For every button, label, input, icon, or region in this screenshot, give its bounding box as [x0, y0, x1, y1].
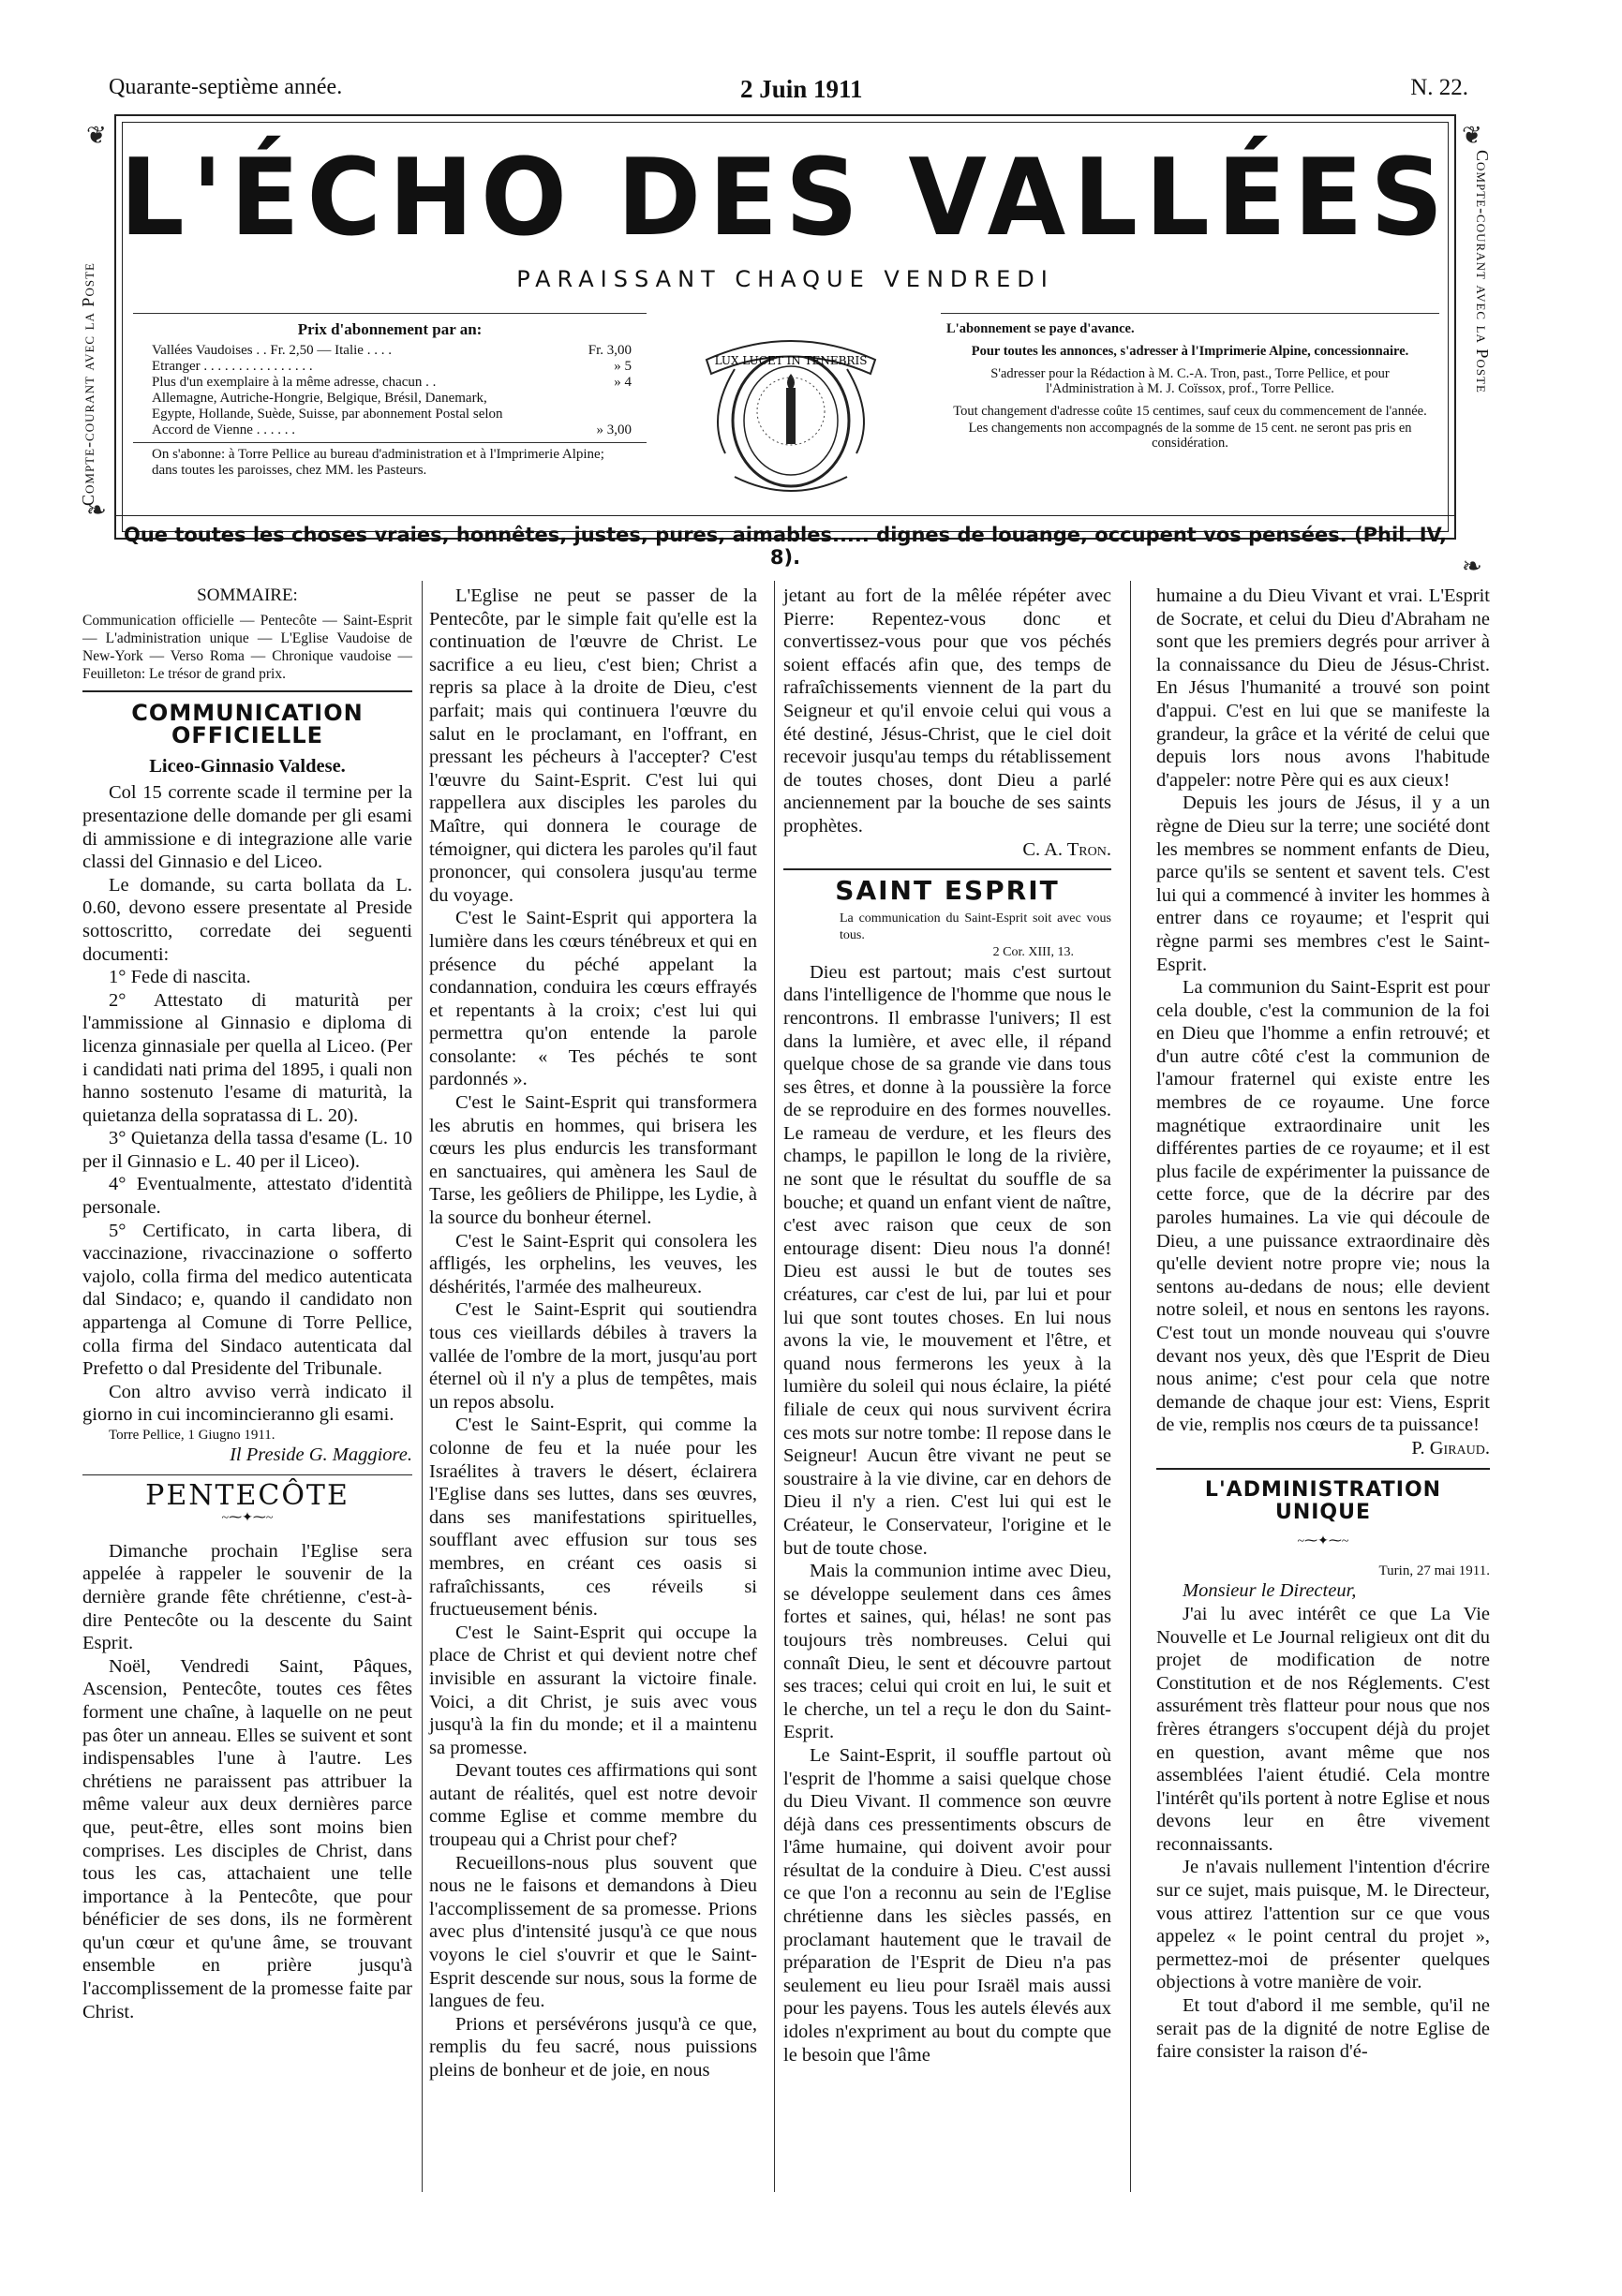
info-line: Tout changement d'adresse coûte 15 centimes, sauf ceux du commencement de l'année. — [953, 404, 1427, 419]
flourish-icon: ~⁓✦⁓~ — [221, 1511, 274, 1526]
column-4 — [1156, 585, 1490, 2064]
flourish-icon: ~⁓✦⁓~ — [1297, 1533, 1349, 1548]
sommaire-heading: SOMMAIRE: — [197, 585, 298, 605]
price-row: Plus d'un exemplaire à la même adresse, chacun . . » 4 — [152, 375, 632, 390]
issue-number: N. 22. — [1410, 75, 1468, 100]
administration-paragraph: J'ai lu avec intérêt ce que La Vie Nouvelle et Le Journal religieux ont dit du projet de modification de notre Constitution et de nos Réglements. C'est assurément très flatteur pour nous que nos frères étrangers s'occupent déjà du projet en question, avant même que nos assemblées l'aient étudié. Cela montre l'intérêt qu'ils portent à notre Eglise et nous devons leur en être vivement reconnaissants. — [1156, 1603, 1490, 1855]
saint-esprit-paragraph: Dieu est partout; mais c'est surtout dans l'intelligence de l'homme que nous le rencontrons. Il embrasse l'univers; Il est dans la lumière, et avec elle, il répand quelque chose de sa grande vie dans tous ses êtres, et donne à la poussière la force de se reproduire en des formes nouvelles. Le rameau de verdure, et les fleurs des champs, le papillon le long de la rivière, ne sont que le résultat du souffle de sa bouche; et quand un enfant vient de naître, c'est avec raison que ceux de son entourage disent: Dieu nous l'a donné! Dieu est aussi le but de toutes ses créatures, car c'est de lui, par lui et pour lui que sont toutes choses. En lui nous avons la vie, le mouvement et l'être, et quand nous fermerons les yeux à la lumière du soleil qui nous éclaire, la piété filiale de ceux qui nous survivent écrira ces mots sur notre tombe: Il repose dans le Seigneur! Aucun être vivant ne peut se soustraire à la vie divine, car en dehors de Dieu il n'y a rien. C'est lui qui est le Créateur, le Conservateur, l'origine et le but de toute chose. — [783, 961, 1111, 1559]
saint-esprit-reference: 2 Cor. XIII, 13. — [992, 944, 1074, 959]
scroll-ornament-icon: ❦ — [1462, 122, 1482, 149]
issue-date: 2 Juin 1911 — [740, 75, 863, 103]
price-row: Allemagne, Autriche-Hongrie, Belgique, Brésil, Danemark, Egypte, Hollande, Suède, Suisse, par abonnement Postal selon Accord de Vienne . . . . . . » 3,00 — [152, 391, 632, 437]
pentecote-heading: PENTECÔTE — [145, 1478, 350, 1512]
subscription-info — [941, 313, 1439, 509]
prices-heading: Prix d'abonnement par an: — [297, 320, 483, 338]
info-line: L'abonnement se paye d'avance. — [946, 321, 1135, 336]
letter-salutation: Monsieur le Directeur, — [1183, 1580, 1357, 1602]
newspaper-title: L'ÉCHO DES VALLÉES — [119, 136, 1451, 260]
side-text-right: Compte-courant avec la Poste — [1473, 150, 1492, 393]
comm-paragraph: Le domande, su carta bollata da L. 0.60, devono essere presentate al Preside sottoscritto, corredate dei seguenti documenti: — [82, 874, 412, 965]
masthead — [114, 114, 1456, 569]
price-row: Vallées Vaudoises . . Fr. 2,50 — Italie . . . . Fr. 3,00 — [152, 343, 632, 358]
subscription-prices — [133, 313, 647, 509]
pentecote-signature: C. A. Tron. — [1022, 838, 1111, 860]
pentecote-paragraph: C'est le Saint-Esprit, qui comme la colonne de feu et la nuée pour les Israélites à travers le désert, éclairera l'Eglise dans ses luttes, dans ses œuvres, dans ses manifestations spirituelles, soufflant avec effusion sur tous ses membres, en créant ces oasis si rafraîchissants, ces réveils si fructueusement bénis. — [429, 1415, 757, 1621]
pentecote-paragraph: jetant au fort de la mêlée répéter avec Pierre: Repentez-vous donc et convertissez-vous pour que vos péchés soient effacés afin que, des temps de rafraîchissements viennent de la part du Seigneur et qu'il envoie celui qui vous a été destiné, Jésus-Christ, que le ciel doit recevoir jusqu'au temps du rétablissement de toutes choses, dont Dieu a parlé anciennement par la bouche de ses saints prophètes. — [783, 585, 1111, 837]
masthead-motto: Que toutes les choses vraies, honnêtes, justes, pures, aimables..... dignes de louange, occupent vos pensées. (Phil. IV, 8). — [116, 515, 1454, 569]
comm-paragraph: 1° Fede di nascita. — [109, 967, 251, 988]
saint-esprit-signature: P. Giraud. — [1411, 1437, 1490, 1459]
administration-heading: L'ADMINISTRATION UNIQUE — [1204, 1477, 1442, 1525]
top-line — [105, 75, 1468, 109]
article-columns — [82, 585, 1488, 2271]
column-1 — [82, 585, 412, 2023]
scroll-ornament-icon: ❧ — [86, 496, 107, 524]
letter-place: Turin, 27 mai 1911. — [1378, 1563, 1490, 1579]
comm-paragraph: 3° Quietanza della tassa d'esame (L. 10 per il Ginnasio e L. 40 per il Liceo). — [82, 1128, 412, 1172]
pentecote-paragraph: Recueillons-nous plus souvent que nous ne le faisons et demandons à Dieu l'accomplissement de sa promesse. Prions avec plus d'intensité jusqu'à ce que nous voyons le ciel s'ouvrir et que le Saint-Esprit descende sur nous, sous la forme de langues de feu. — [429, 1852, 757, 2012]
saint-esprit-heading: SAINT ESPRIT — [835, 875, 1060, 907]
info-line: S'adresser pour la Rédaction à M. C.-A. Tron, past., Torre Pellice, et pour l'Administration à M. J. Coïssox, prof., Torre Pellice. — [990, 366, 1390, 396]
pentecote-paragraph: Dimanche prochain l'Eglise sera appelée à rappeler le souvenir de la dernière grande fête chrétienne, c'est-à-dire Pentecôte ou la descente du Saint Esprit. — [82, 1540, 412, 1654]
comm-heading: COMMUNICATION OFFICIELLE — [131, 699, 364, 749]
comm-signature: Il Preside G. Maggiore. — [230, 1444, 412, 1465]
saint-esprit-paragraph: Mais la communion intime avec Dieu, se développe seulement dans ces âmes fortes et saines, qui, hélas! ne sont pas toujours très nombreuses. Celui qui connaît Dieu, le sent et découvre partout ses traces; celui qui croit en lui, le suit et le cherche, un tel a reçu le don du Saint-Esprit. — [783, 1561, 1111, 1743]
price-row: Etranger . . . . . . . . . . . . . . . . » 5 — [152, 359, 632, 374]
column-2 — [429, 585, 757, 2082]
pentecote-paragraph: C'est le Saint-Esprit qui apportera la lumière dans les cœurs ténébreux et qui en présence du péché appelant la condannation, conduira les cœurs effrayés et repentants à la croix; c'est lui qui permettra qu'on entende la parole consolante: « Tes péchés te sont pardonnés ». — [429, 908, 757, 1090]
divider — [82, 1474, 412, 1475]
pentecote-paragraph: C'est le Saint-Esprit qui soutiendra tous ces vieillards débiles à travers la vallée de l'ombre de la mort, jusqu'au port éternel où il n'y a plus de tempêtes, mais un repos absolu. — [429, 1299, 757, 1413]
column-3 — [783, 585, 1111, 2066]
comm-paragraph: 5° Certificato, in carta libera, di vaccinazione, rivaccinazione o sofferto vajolo, colla firma del medico autenticata dal Sindaco; e, quando il candidato non appartenga al Comune di Torre Pellice, colla firma del Sindaco autenticata dal Prefetto o dal Presidente del Tribunale. — [82, 1220, 412, 1380]
saint-esprit-paragraph: humaine a du Dieu Vivant et vrai. L'Esprit de Socrate, et celui du Dieu d'Abraham ne sont que les premiers degrés pour arriver à la connaissance du Dieu de Jésus-Christ. En Jésus l'humanité a trouvé son point d'appui. C'est en lui que se manifeste la grandeur, la grâce et la vérité de celui que depuis lors nous avons l'habitude d'appeler: notre Père qui es aux cieux! — [1156, 585, 1490, 791]
info-line: Pour toutes les annonces, s'adresser à l'Imprimerie Alpine, concessionnaire. — [971, 344, 1409, 359]
sommaire-text: Communication officielle — Pentecôte — Saint-Esprit — L'administration unique — L'Eglise Vaudoise de New-York — Verso Roma — Chronique vaudoise — Feuilleton: Le trésor de grand prix. — [82, 612, 412, 682]
saint-esprit-paragraph: La communion du Saint-Esprit est pour cela double, c'est la communion de la foi en Dieu que l'homme a enfin retrouvé; et d'un autre côté c'est la communion de l'amour fraternel qui existe entre les membres de ce royaume. Une force magnétique extraordinaire unit les différentes parties de ce royaume; et il est plus facile de expérimenter la puissance de cette force, que de la décrire par des paroles humaines. La vie qui découle de Dieu, a une puissance extraordinaire dès qu'elle devient notre propre vie; nous la sentons au-dedans de nous; elle devient notre soleil, et nous en sentons les rayons. C'est tout un monde nouveau qui s'ouvre devant nos yeux, dès que l'Esprit de Dieu nous anime; c'est pour cela que notre demande de chaque jour est: Viens, Esprit de vie, remplis nos cœurs de ta puissance! — [1156, 977, 1490, 1436]
divider — [1156, 1468, 1490, 1470]
side-text-left: Compte-courant avec la Poste — [79, 262, 97, 506]
subscription-note: On s'abonne: à Torre Pellice au bureau d'administration et à l'Imprimerie Alpine; dans toutes les paroisses, chez MM. les Pasteurs. — [133, 442, 647, 479]
saint-esprit-epigraph: La communication du Saint-Esprit soit avec vous tous. — [840, 911, 1111, 942]
scroll-ornament-icon: ❦ — [86, 122, 107, 149]
year-line: Quarante-septième année. — [109, 75, 343, 99]
pentecote-paragraph: L'Eglise ne peut se passer de la Pentecôte, par le simple fait qu'elle est la continuation de l'œuvre de Christ. Le sacrifice a eu lieu, c'est bien; Christ a repris sa place à la droite de Dieu, c'est parfait; mais qui continuera l'œuvre du salut en le proclamant, en l'offrant, en pressant les pécheurs à l'accepter? C'est l'œuvre du Saint-Esprit. C'est lui qui rappellera aux disciples les paroles du Maître, qui donnera le courage de témoigner, qui dictera les paroles qu'il faut prononcer, qui consolera jusqu'au terme du voyage. — [429, 585, 757, 906]
pentecote-paragraph: Prions et persévérons jusqu'à ce que, remplis du feu sacré, nous puissions pleins de bonheur et de joie, en nous — [429, 2013, 757, 2081]
waldensian-seal-icon — [669, 322, 913, 510]
comm-paragraph: Col 15 corrente scade il termine per la presentazione delle domande per gli esami di ammissione e di integrazione alle varie classi del Ginnasio e del Liceo. — [82, 782, 412, 873]
comm-paragraph: 2° Attestato di maturità per l'ammissione al Ginnasio e diploma di licenza ginnasiale per quella al Liceo. (Per i candidati nati prima del 1895, i quali non hanno sostenuto l'esame di maturità, la quietanza della sopratassa di L. 20). — [82, 989, 412, 1126]
pentecote-paragraph: C'est le Saint-Esprit qui occupe la place de Christ et qui devient notre chef invisible en assurant la victoire finale. Voici, a dit Christ, je suis avec vous jusqu'à la fin du monde; et il a maintenu sa promesse. — [429, 1622, 757, 1758]
administration-paragraph: Et tout d'abord il me semble, qu'il ne serait pas de la dignité de notre Eglise de faire consister la raison d'é- — [1156, 1995, 1490, 2063]
scroll-ornament-icon: ❧ — [1462, 553, 1482, 580]
comm-paragraph: 4° Eventualmente, attestato d'identità personale. — [82, 1174, 412, 1219]
divider — [82, 690, 412, 692]
newspaper-subtitle: PARAISSANT CHAQUE VENDREDI — [516, 266, 1054, 292]
comm-place: Torre Pellice, 1 Giugno 1911. — [109, 1428, 275, 1443]
seal-motto: LUX LUCET IN TENEBRIS — [714, 354, 868, 367]
divider — [783, 868, 1111, 870]
pentecote-paragraph: Noël, Vendredi Saint, Pâques, Ascension, Pentecôte, toutes ces fêtes forment une chaîne, à laquelle on ne peut pas ôter un anneau. Elles se suivent et sont indispensables l'une à l'autre. Les chrétiens ne paraissent pas attribuer la même valeur aux deux dernières parce que, peut-être, elles sont moins bien comprises. Les disciples de Christ, dans tous les cas, attachaient une telle importance à la Pentecôte, que pour bénéficier de ses dons, ils ne formèrent qu'un cœur et qu'une âme, se trouvant ensemble en prière jusqu'à l'accomplissement de la promesse faite par Christ. — [82, 1655, 412, 2022]
pentecote-paragraph: Devant toutes ces affirmations qui sont autant de réalités, quel est notre devoir comme Eglise et comme membre du troupeau qui a Christ pour chef? — [429, 1760, 757, 1851]
saint-esprit-paragraph: Le Saint-Esprit, il souffle partout où l'esprit de l'homme a saisi quelque chose du Dieu Vivant. Il commence son œuvre déjà dans ces pressentiments obscurs de l'âme humaine, qui doivent avoir pour résultat de la conduire à Dieu. C'est aussi ce que l'on a reconnu au sein de l'Eglise chrétienne dans les siècles passés, en proclamant hautement que le travail de préparation de l'Esprit de Dieu n'a pas seulement eu lieu pour Israël mais aussi pour les payens. Tous les autels élevés aux idoles n'expriment au bout du compte que le besoin que l'âme — [783, 1744, 1111, 2066]
comm-subheading: Liceo-Ginnasio Valdese. — [149, 755, 346, 777]
saint-esprit-paragraph: Depuis les jours de Jésus, il y a un règne de Dieu sur la terre; une société dont les membres se nomment enfants de Dieu, parce qu'ils se sentent et savent tels. C'est lui qui a commencé à inviter les hommes à entrer dans ce royaume; et l'esprit qui règne parmi ses membres c'est le Saint-Esprit. — [1156, 792, 1490, 975]
info-line: Les changements non accompagnés de la somme de 15 cent. ne seront pas pris en considération. — [968, 421, 1412, 451]
pentecote-paragraph: C'est le Saint-Esprit qui consolera les affligés, les orphelins, les veuves, les déshérités, l'armée des malheureux. — [429, 1230, 757, 1297]
pentecote-paragraph: C'est le Saint-Esprit qui transformera les abrutis en hommes, qui brisera les cœurs les plus endurcis les transformant en sanctuaires, qui amènera les Saul de Tarse, les geôliers de Philippe, les Lydie, à la source du bonheur éternel. — [429, 1092, 757, 1229]
administration-paragraph: Je n'avais nullement l'intention d'écrire sur ce sujet, mais puisque, M. le Directeur, vous attirez l'attention sur ce que vous appelez « le point central du projet », permettez-moi de présenter quelques objections à votre manière de voir. — [1156, 1857, 1490, 1993]
comm-paragraph: Con altro avviso verrà indicato il giorno in cui incomincieranno gli esami. — [82, 1381, 412, 1426]
